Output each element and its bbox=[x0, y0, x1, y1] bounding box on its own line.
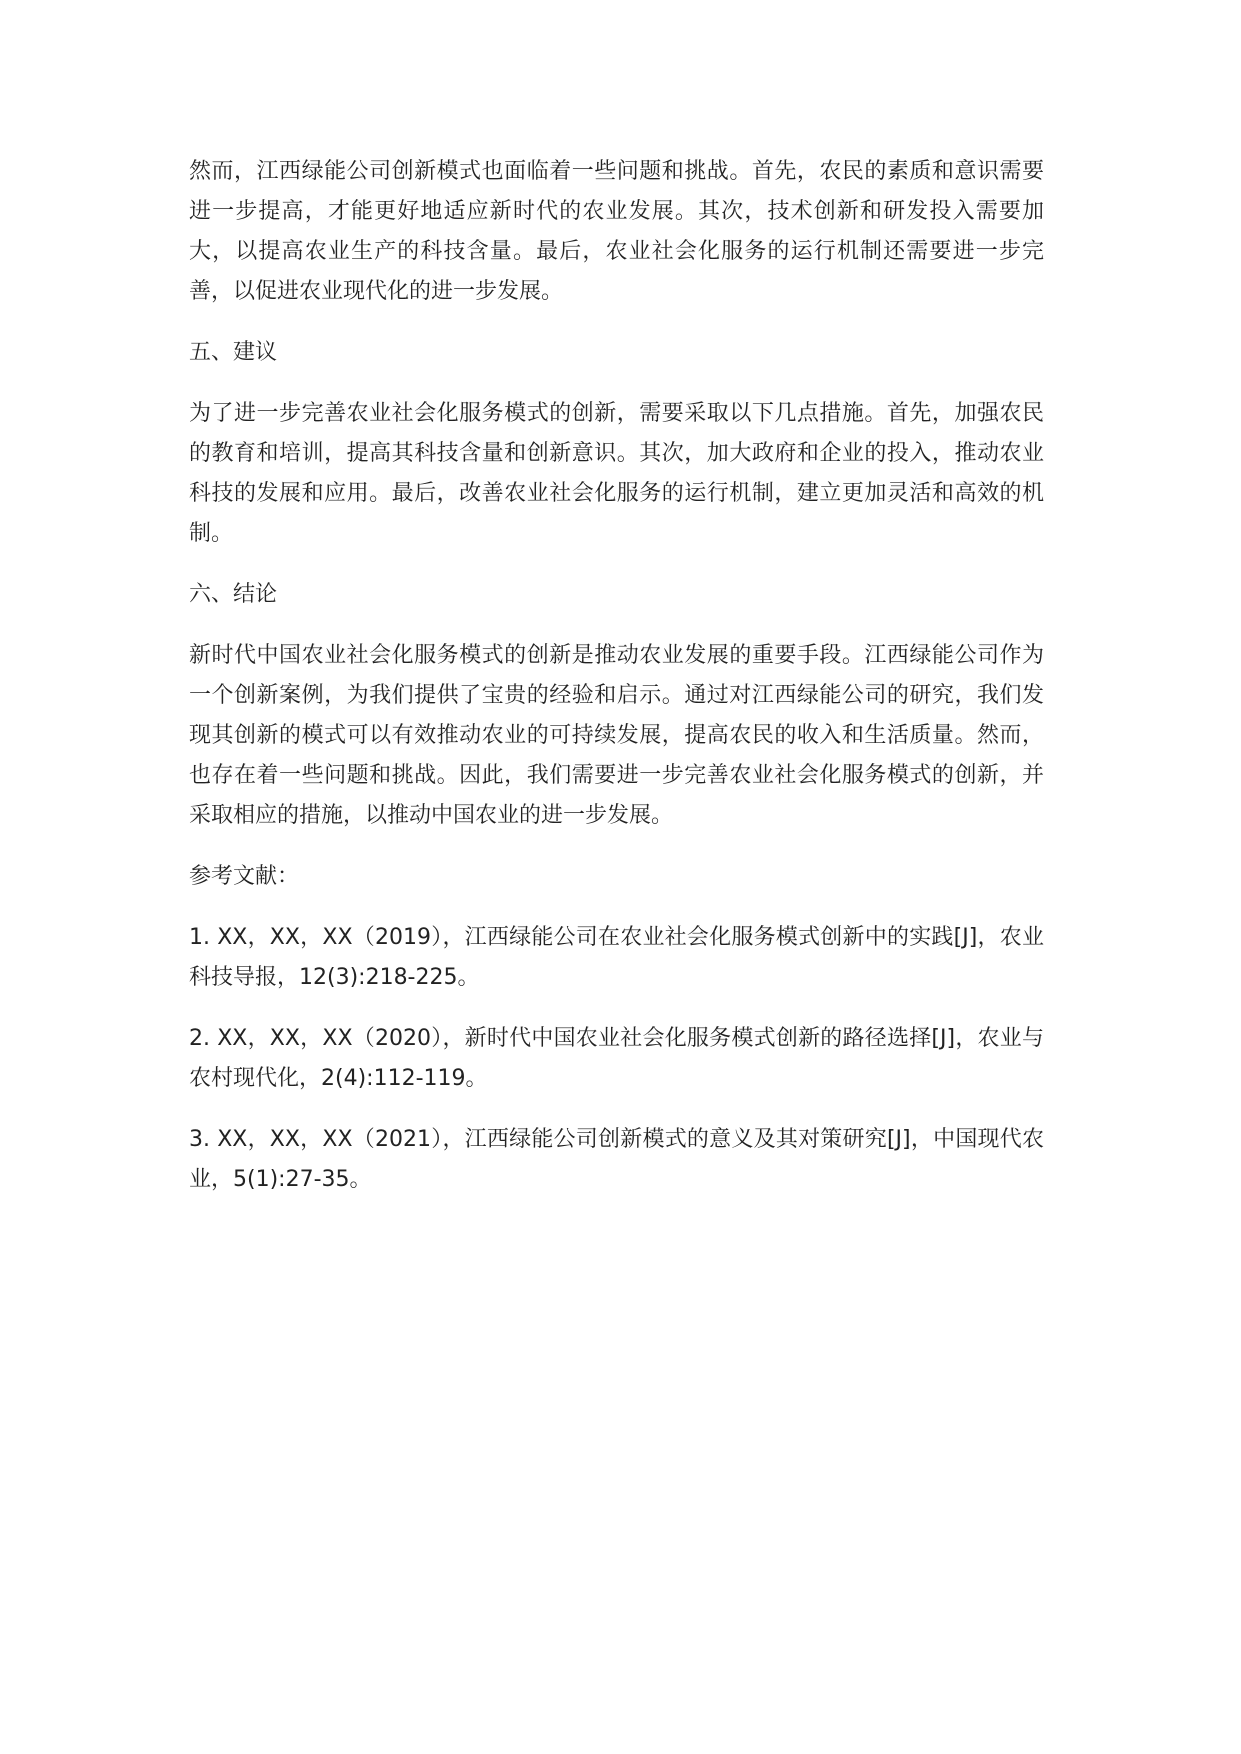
reference-item: 3. XX，XX，XX（2021），江西绿能公司创新模式的意义及其对策研究[J]，中国现代农业，5(1):27-35。 bbox=[189, 1127, 1044, 1192]
paragraph-suggestions: 为了进一步完善农业社会化服务模式的创新，需要采取以下几点措施。首先，加强农民的教育和培训，提高其科技含量和创新意识。其次，加大政府和企业的投入，推动农业科技的发展和应用。最后，改善农业社会化服务的运行机制，建立更加灵活和高效的机制。 bbox=[189, 401, 1044, 546]
reference-item: 2. XX，XX，XX（2020），新时代中国农业社会化服务模式创新的路径选择[J]，农业与农村现代化，2(4):112-119。 bbox=[189, 1026, 1044, 1091]
section-heading-conclusion: 六、结论 bbox=[189, 582, 278, 607]
paragraph-challenges: 然而，江西绿能公司创新模式也面临着一些问题和挑战。首先，农民的素质和意识需要进一步提高，才能更好地适应新时代的农业发展。其次，技术创新和研发投入需要加大，以提高农业生产的科技含量。最后，农业社会化服务的运行机制还需要进一步完善，以促进农业现代化的进一步发展。 bbox=[189, 159, 1044, 304]
paragraph-conclusion: 新时代中国农业社会化服务模式的创新是推动农业发展的重要手段。江西绿能公司作为一个创新案例，为我们提供了宝贵的经验和启示。通过对江西绿能公司的研究，我们发现其创新的模式可以有效推动农业的可持续发展，提高农民的收入和生活质量。然而，也存在着一些问题和挑战。因此，我们需要进一步完善农业社会化服务模式的创新，并采取相应的措施，以推动中国农业的进一步发展。 bbox=[189, 643, 1044, 828]
reference-list bbox=[189, 918, 1044, 1200]
section-heading-suggestions: 五、建议 bbox=[189, 340, 278, 365]
references-title: 参考文献： bbox=[189, 864, 300, 889]
document-page bbox=[189, 152, 1044, 1221]
reference-item: 1. XX，XX，XX（2019），江西绿能公司在农业社会化服务模式创新中的实践[J]，农业科技导报，12(3):218-225。 bbox=[189, 925, 1044, 990]
